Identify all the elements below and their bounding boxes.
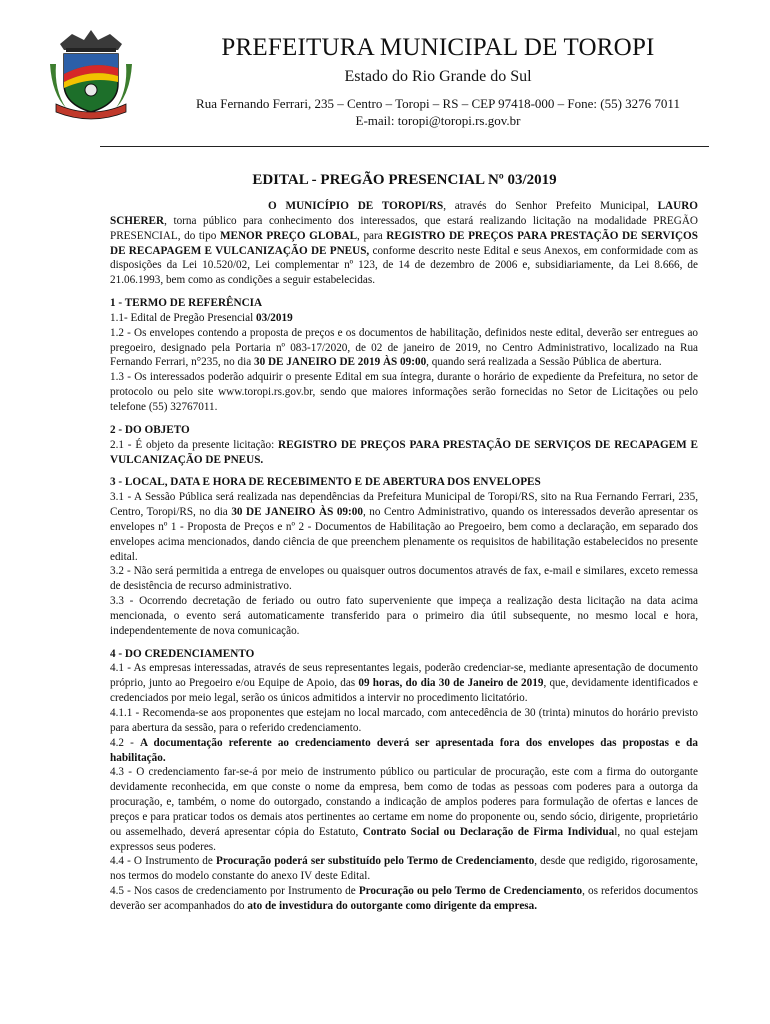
text-run: 4.2 - — [110, 736, 140, 749]
text-run: 1.3 - Os interessados poderão adquirir o presente Edital em sua íntegra, durante o horário de expediente da Prefeitura, no setor de protocolo ou pelo site www.toropi.rs.gov.br, sendo que maiores informações serão fornecidas no Setor de Licitações ou pelo telefone (55) 32767011. — [110, 371, 698, 413]
bold-text-run: 30 DE JANEIRO ÀS 09:00 — [231, 506, 363, 519]
text-run: , para — [357, 229, 387, 242]
text-run: , torna público para conhecimento dos interessados, que estará realizando licitação na modalidade PREGÃO PRESENCIAL, do tipo — [110, 214, 698, 242]
clause-paragraph — [110, 438, 698, 468]
bold-text-run: ato de investidura do outorgante como dirigente da empresa. — [247, 899, 538, 912]
municipality-title: PREFEITURA MUNICIPAL DE TOROPI — [221, 34, 655, 61]
bold-text-run: 30 DE JANEIRO DE 2019 ÀS 09:00 — [253, 356, 427, 369]
text-run: , que, devidamente identificados e credenciados por meio legal, serão os únicos admitidos a intervir no procedimento licitatório. — [110, 677, 698, 705]
clause-paragraph — [110, 564, 698, 594]
bold-text-run: Contrato Social ou Declaração de Firma Individua — [362, 825, 615, 838]
bold-text-run: O MUNICÍPIO DE TOROPI/RS — [268, 200, 444, 212]
text-run: , quando será realizada a Sessão Pública de abertura. — [426, 356, 662, 369]
clause-paragraph — [110, 326, 698, 371]
section-gap — [110, 467, 698, 475]
email-line: E-mail: toropi@toropi.rs.gov.br — [355, 113, 521, 128]
text-run: , os referidos documentos deverão ser acompanhados do — [110, 885, 698, 912]
section-heading-1: 1 - TERMO DE REFERÊNCIA — [110, 297, 263, 310]
clause-paragraph — [110, 661, 698, 706]
bold-text-run: Procuração poderá ser substituído pelo Termo de Credenciamento — [215, 855, 535, 868]
clause-paragraph — [110, 490, 698, 564]
bold-text-run: Procuração ou pelo Termo de Credenciamento — [358, 885, 583, 898]
section-gap — [110, 639, 698, 647]
clause-paragraph — [110, 706, 698, 736]
section-gap — [110, 288, 698, 296]
text-run: 4.4 - O Instrumento de — [110, 855, 216, 868]
text-run: 2.1 - É objeto da presente licitação: — [110, 438, 279, 451]
municipal-crest-logo — [46, 24, 136, 124]
bold-text-run: LAURO SCHERER — [110, 200, 698, 227]
text-run: 4.3 - O credenciamento far-se-á por meio de instrumento público ou particular de procuração, este com a firma do outorgante devidamente reconhecida, em que conste o nome da empresa, bem como de todas as pessoas com poderes para a outorga da procuração, e, também, o nome do outorgado, constando a indicação de amplos poderes para formulação de ofertas e lances de preços e para praticar todos os demais atos pertinentes ao certame em nome do proponente ou, sendo sócio, dirigente, proprietário ou assemelhado, deverá apresentar cópia do Estatuto, — [110, 766, 698, 838]
section-gap — [110, 415, 698, 423]
text-run: , desde que redigido, rigorosamente, nos termos do modelo constante do anexo IV deste Edital. — [110, 855, 698, 883]
address-line: Rua Fernando Ferrari, 235 – Centro – Toropi – RS – CEP 97418-000 – Fone: (55) 3276 7011 — [196, 96, 680, 111]
document-title: EDITAL - PREGÃO PRESENCIAL Nº 03/2019 — [252, 172, 557, 188]
text-run: 1.2 - Os envelopes contendo a proposta de preços e os documentos de habilitação, definidos neste edital, deverão ser entregues ao pregoeiro, designado pela Portaria nº 083-17/2020, de 02 de janeiro de 2019, no Centro Administrativo, localizado na Rua Fernando Ferrari, n°235, no dia — [110, 326, 698, 369]
clause-paragraph — [110, 884, 698, 914]
clause-paragraph — [110, 594, 698, 639]
section-heading-3: 3 - LOCAL, DATA E HORA DE RECEBIMENTO E DE ABERTURA DOS ENVELOPES — [110, 476, 541, 489]
letterhead — [168, 34, 708, 129]
text-run: 3.2 - Não será permitida a entrega de envelopes ou quaisquer outros documentos através de fax, e-mail e similares, exceto remessa de desistência de recurso administrativo. — [110, 565, 698, 593]
bold-text-run: MENOR PREÇO GLOBAL — [219, 229, 358, 242]
text-run: , no Centro Administrativo, quando os interessados deverão apresentar os envelopes nº 1 - Proposta de Preços e nº 2 - Documentos de Habilitação ao Pregoeiro, bem como a declaração, em separado dos envelopes acima mencionados, dando ciência de que preenchem plenamente os requisitos de habilitação estabelecidos no presente edital. — [110, 506, 699, 563]
clause-paragraph — [110, 736, 698, 766]
bold-text-run: 09 horas, do dia 30 de Janeiro de 2019 — [358, 677, 544, 690]
clause-paragraph — [110, 370, 698, 415]
section-heading-2: 2 - DO OBJETO — [110, 423, 190, 436]
text-run: 4.1 - As empresas interessadas, através de seus representantes legais, poderão credenciar-se, mediante apresentação de documento próprio, junto ao Pregoeiro e/ou Equipe de Apoio, das — [110, 662, 698, 690]
header-divider — [100, 146, 709, 147]
text-run: 3.3 - Ocorrendo decretação de feriado ou outro fato superveniente que impeça a realização desta licitação na data acima mencionada, o evento será automaticamente transferido para o primeiro dia útil subsequente, no mesmo local e hora, independentemente de nova comunicação. — [110, 595, 698, 637]
state-line: Estado do Rio Grande do Sul — [344, 68, 532, 85]
clause-paragraph — [110, 765, 698, 854]
bold-text-run: A documentação referente ao credenciamento deverá ser apresentada fora dos envelopes das propostas e da habilitação. — [110, 736, 699, 764]
text-run: 1.1- Edital de Pregão Presencial — [110, 311, 257, 324]
clause-paragraph — [110, 854, 698, 884]
intro-paragraph — [110, 199, 698, 288]
document-body — [110, 199, 698, 914]
clause-paragraph — [110, 311, 698, 326]
bold-text-run: 03/2019 — [256, 311, 293, 324]
section-heading-4: 4 - DO CREDENCIAMENTO — [110, 647, 255, 660]
text-run: l, no qual estejam expressos seus poderes. — [110, 825, 698, 853]
text-run: , através do Senhor Prefeito Municipal, — [443, 200, 658, 212]
bold-text-run: REGISTRO DE PREÇOS PARA PRESTAÇÃO DE SERVIÇOS DE RECAPAGEM E VULCANIZAÇÃO DE PNEUS, — [110, 229, 698, 257]
bold-text-run: REGISTRO DE PREÇOS PARA PRESTAÇÃO DE SERVIÇOS DE RECAPAGEM E VULCANIZAÇÃO DE PNEUS. — [110, 438, 698, 466]
text-run: 3.1 - A Sessão Pública será realizada nas dependências da Prefeitura Municipal de Toropi/RS, sito na Rua Fernando Ferrari, 235, Centro, Toropi/RS, no dia — [110, 491, 698, 519]
text-run: conforme descrito neste Edital e seus Anexos, em conformidade com as disposições da Lei 10.520/02, Lei complementar nº 123, de 14 de dezembro de 2006 e, subsidiariamente, da Lei 8.666, de 21.06.1993, bem como as condições a seguir estabelecidas. — [110, 244, 698, 287]
text-run: 4.5 - Nos casos de credenciamento por Instrumento de — [110, 885, 359, 898]
text-run: 4.1.1 - Recomenda-se aos proponentes que estejam no local marcado, com antecedência de 30 (trinta) minutos do horário previsto para abertura da sessão, para o referido credenciamento. — [110, 707, 698, 734]
